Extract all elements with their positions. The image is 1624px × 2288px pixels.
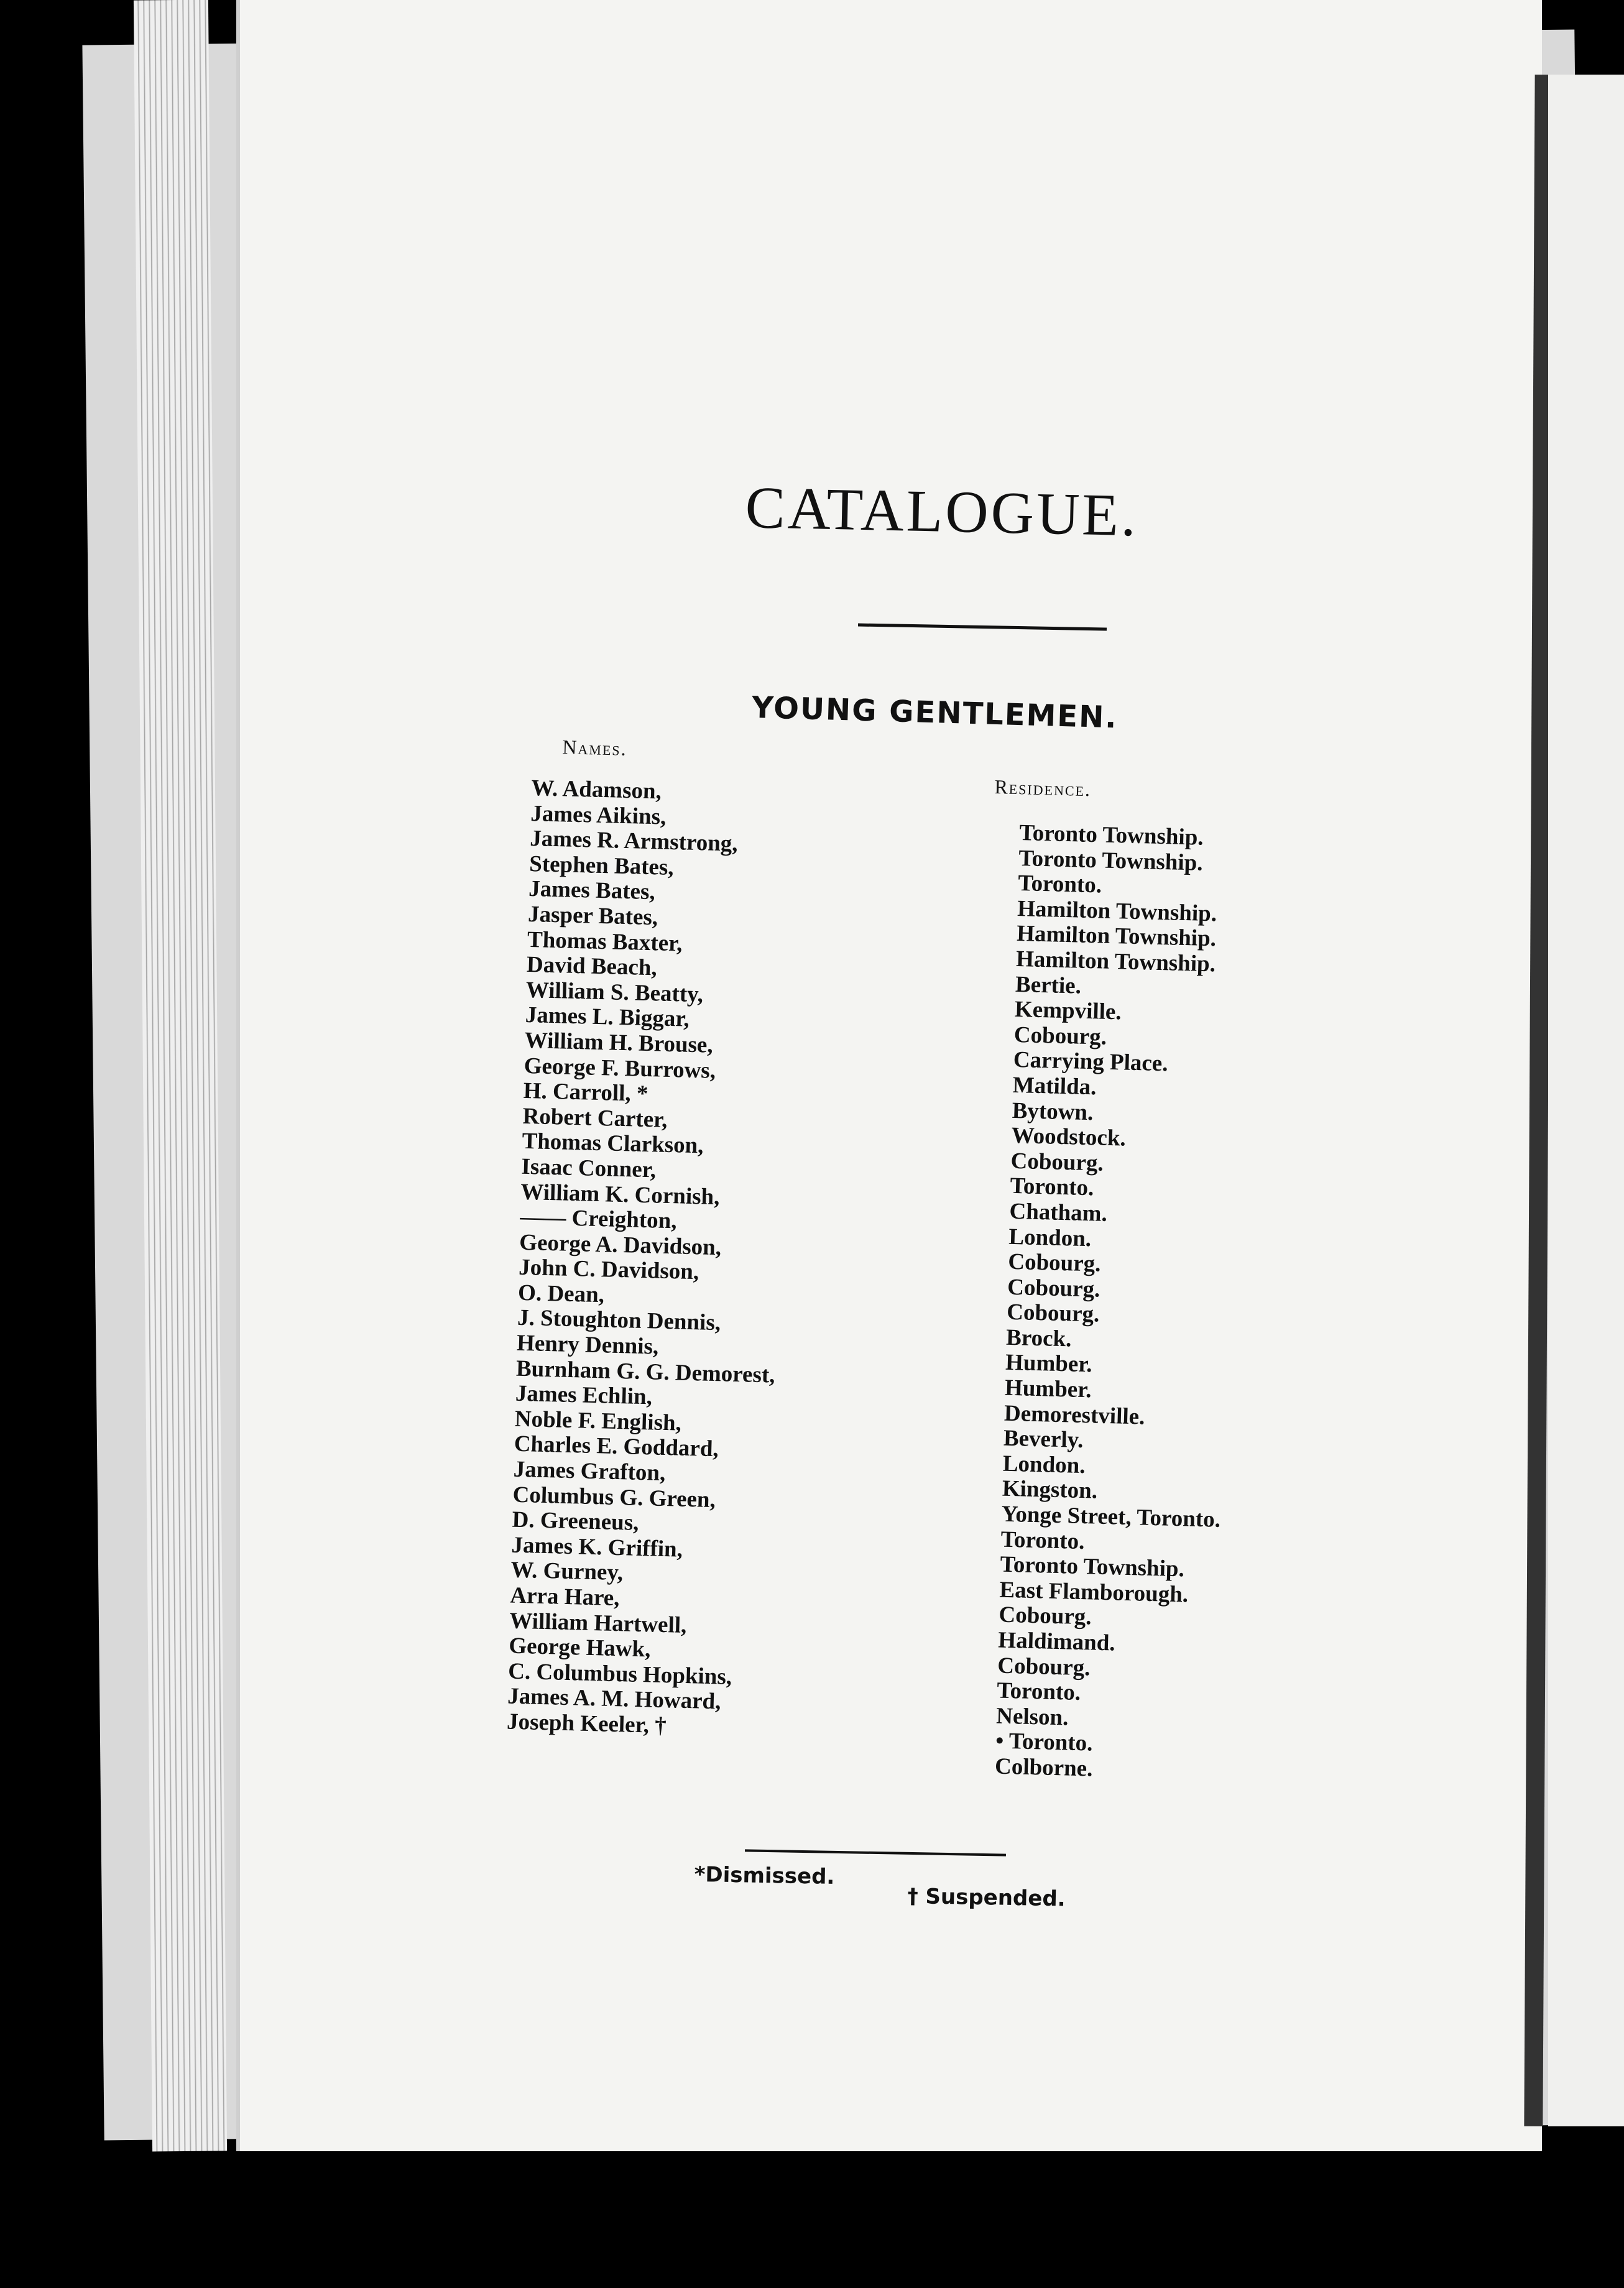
names-column-header: Names. [561, 736, 628, 760]
name-entry: George A. Davidson, [519, 1229, 722, 1260]
residence-entry: • Toronto. [995, 1728, 1093, 1756]
name-entry: H. Carroll, * [523, 1077, 648, 1107]
name-entry: W. Adamson, [530, 775, 662, 805]
name-entry: C. Columbus Hopkins, [507, 1658, 732, 1690]
residence-entry: Humber. [1004, 1375, 1092, 1403]
residence-entry: Cobourg. [1013, 1022, 1107, 1050]
residence-entry: Cobourg. [1006, 1299, 1100, 1327]
residence-entry: Demorestville. [1003, 1400, 1145, 1430]
residence-entry: Cobourg. [999, 1602, 1092, 1630]
name-entry: James A. M. Howard, [507, 1683, 721, 1715]
name-entry: George F. Burrows, [524, 1053, 716, 1084]
residence-entry: Chatham. [1009, 1198, 1108, 1227]
name-entry: Arra Hare, [509, 1582, 620, 1612]
name-entry: —— Creighton, [519, 1204, 678, 1234]
name-entry: O. Dean, [517, 1280, 605, 1308]
residence-entry: Kempville. [1014, 997, 1122, 1025]
footnote-dismissed: *Dismissed. [694, 1862, 835, 1889]
name-entry: D. Greeneus, [512, 1506, 639, 1536]
residence-entry: Haldimand. [997, 1627, 1116, 1656]
name-entry: Isaac Conner, [521, 1153, 657, 1183]
name-entry: Noble F. English, [514, 1406, 682, 1436]
residence-entry: Toronto. [1000, 1526, 1085, 1554]
residence-entry: Matilda. [1012, 1072, 1097, 1100]
residence-entry: Toronto Township. [1018, 845, 1204, 876]
name-entry: William Hartwell, [509, 1608, 687, 1638]
residence-entry: Cobourg. [997, 1653, 1091, 1681]
residence-entry: Colborne. [994, 1753, 1093, 1782]
residence-entry: Toronto. [1010, 1173, 1094, 1201]
residence-entry: Hamilton Township. [1017, 895, 1217, 927]
name-entry: James Grafton, [513, 1456, 666, 1487]
residence-entry: Woodstock. [1011, 1122, 1127, 1151]
name-entry: Charles E. Goddard, [514, 1431, 719, 1462]
residence-entry: Hamilton Township. [1015, 946, 1216, 977]
facing-page-edge [1548, 75, 1624, 2126]
residence-list [995, 821, 1368, 1789]
name-entry: James L. Biggar, [525, 1002, 690, 1033]
residence-entry: Yonge Street, Toronto. [1001, 1501, 1221, 1533]
residence-entry: Toronto. [1017, 870, 1102, 898]
residence-entry: Brock. [1005, 1324, 1072, 1352]
name-entry: Joseph Keeler, † [506, 1709, 667, 1739]
name-entry: James Echlin, [515, 1380, 653, 1410]
residence-entry: Kingston. [1002, 1476, 1098, 1505]
name-entry: George Hawk, [508, 1633, 651, 1663]
name-entry: John C. Davidson, [518, 1255, 699, 1285]
residence-entry: London. [1008, 1224, 1092, 1252]
residence-entry: Toronto Township. [1018, 820, 1204, 851]
residence-entry: Toronto. [996, 1677, 1081, 1706]
residence-entry: Bertie. [1015, 971, 1082, 999]
name-entry: J. Stoughton Dennis, [517, 1305, 721, 1336]
name-entry: Thomas Baxter, [527, 926, 683, 956]
residence-entry: East Flamborough. [999, 1577, 1189, 1608]
residence-entry: Cobourg. [1007, 1248, 1101, 1277]
residence-entry: Cobourg. [1010, 1148, 1104, 1176]
name-entry: Columbus G. Green, [512, 1482, 716, 1513]
residence-entry: Bytown. [1012, 1097, 1094, 1125]
name-entry: William H. Brouse, [524, 1027, 714, 1058]
name-entry: Burnham G. G. Demorest, [515, 1355, 776, 1388]
name-entry: Jasper Bates, [527, 901, 658, 931]
name-entry: W. Gurney, [510, 1557, 624, 1586]
residence-column-header: Residence. [994, 775, 1092, 801]
residence-entry: Beverly. [1003, 1425, 1084, 1454]
residence-entry: Hamilton Township. [1016, 921, 1217, 952]
name-entry: Stephen Bates, [528, 851, 675, 880]
section-heading: YOUNG GENTLEMEN. [751, 690, 1119, 736]
footnote-suspended: † Suspended. [907, 1884, 1066, 1912]
name-entry: James Aikins, [530, 800, 667, 830]
residence-entry: Humber. [1005, 1350, 1093, 1378]
residence-entry: Carrying Place. [1013, 1047, 1169, 1077]
page-title: CATALOGUE. [744, 473, 1140, 549]
name-entry: James R. Armstrong, [529, 826, 739, 857]
name-entry: William S. Beatty, [525, 977, 704, 1008]
name-entry: Robert Carter, [522, 1103, 668, 1133]
residence-entry: Nelson. [995, 1703, 1069, 1731]
name-entry: Thomas Clarkson, [522, 1128, 704, 1159]
name-entry: James Bates, [528, 876, 656, 905]
name-entry: William K. Cornish, [520, 1179, 720, 1210]
names-list [507, 776, 842, 1743]
name-entry: Henry Dennis, [516, 1330, 659, 1360]
name-entry: James K. Griffin, [511, 1532, 683, 1562]
residence-entry: Toronto Township. [1000, 1551, 1185, 1582]
residence-entry: Cobourg. [1007, 1274, 1100, 1303]
residence-entry: London. [1002, 1451, 1086, 1478]
name-entry: David Beach, [526, 952, 658, 981]
